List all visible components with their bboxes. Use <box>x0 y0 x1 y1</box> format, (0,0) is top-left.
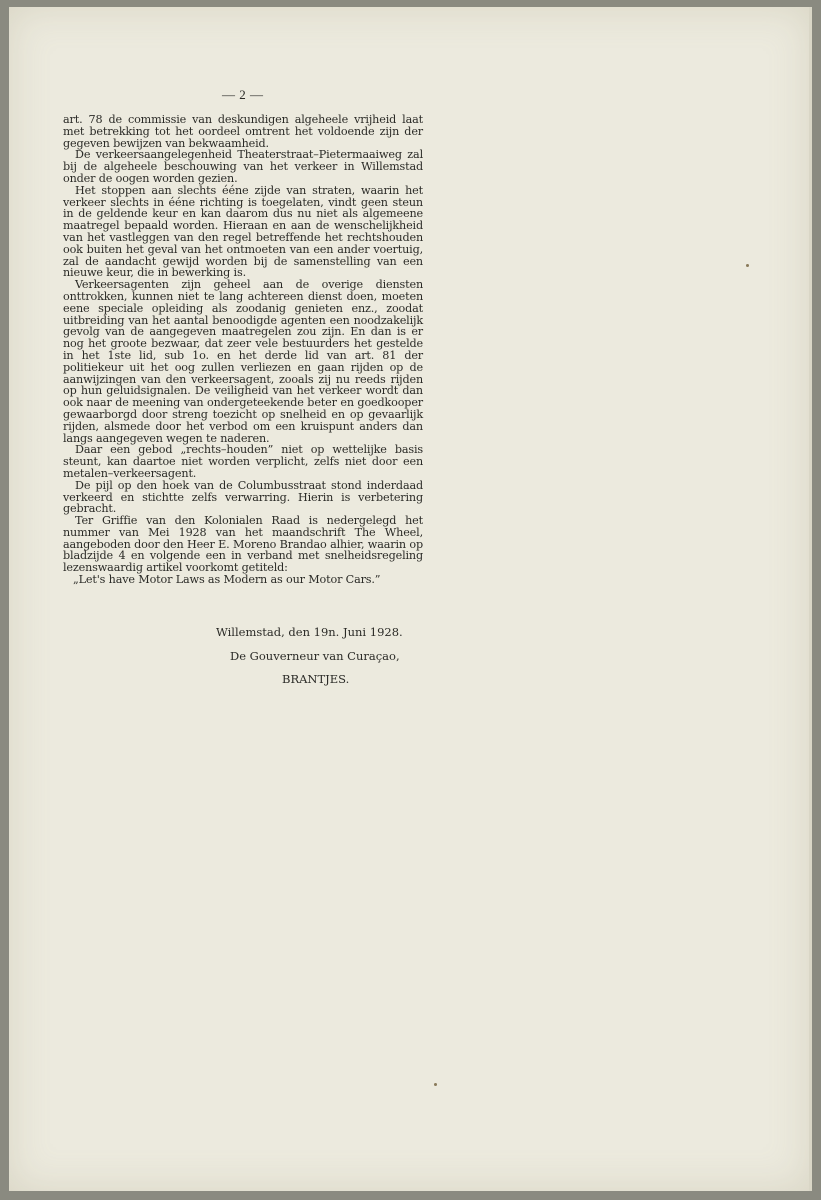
bleed-through-mark <box>609 92 769 152</box>
paragraph: Daar een gebod „rechts–houden” niet op wettelijke basis steunt, kan daartoe niet worden verplicht, zelfs niet door een metalen–verkeersagent. <box>63 443 423 480</box>
paper-speck <box>434 1083 437 1086</box>
place-date: Willemstad, den 19n. Juni 1928. <box>216 625 403 639</box>
paragraph: art. 78 de commissie van deskundigen algeheele vrijheid laat met betrekking tot het oordeel omtrent het voldoende zijn der gegeven bewijzen van bekwaamheid. <box>63 113 423 150</box>
paragraph: Ter Griffie van den Kolonialen Raad is nedergelegd het nummer van Mei 1928 van het maandschrift The Wheel, aangeboden door den Heer E. Moreno Brandao alhier, waarin op bladzijde 4 en volgende een in verband met snelheidsregeling lezenswaardig artikel voorkomt getiteld: <box>63 514 423 575</box>
quoted-title: „Let's have Motor Laws as Modern as our Motor Cars.” <box>73 573 381 587</box>
signatory-title: De Gouverneur van Curaçao, <box>230 649 400 663</box>
body-text <box>63 114 423 586</box>
paragraph: Het stoppen aan slechts ééne zijde van straten, waarin het verkeer slechts in ééne richting is toegelaten, vindt geen steun in de geldende keur en kan daarom dus nu niet als algemeene maatregel bepaald worden. Hieraan en aan de wenschelijkheid van het vastleggen van den regel betreffende het rechtshouden ook buiten het geval van het ontmoeten van een ander voertuig, zal de aandacht gewijd worden bij de samenstelling van een nieuwe keur, die in bewerking is. <box>63 183 423 280</box>
paragraph: Verkeersagenten zijn geheel aan de overige diensten onttrokken, kunnen niet te lang achtereen dienst doen, moeten eene speciale opleiding als zoodanig genieten enz., zoodat uitbreiding van het aantal benoodigde agenten een noodzakelijk gevolg van de aangegeven maatregelen zou zijn. En dan is er nog het groote bezwaar, dat zeer vele bestuurders het gestelde in het 1ste lid, sub 1o. en het derde lid van art. 81 der politiekeur uit het oog zullen verliezen en gaan rijden op de aanwijzingen van den verkeersagent, zooals zij nu reeds rijden op hun geluidsignalen. De veiligheid van het verkeer wordt dan ook naar de meening van ondergeteekende beter en goedkooper gewaarborgd door streng toezicht op snelheid en op gevaarlijk rijden, alsmede door het verbod om een kruispunt anders dan langs aangegeven wegen te naderen. <box>63 278 423 445</box>
signatory-name: BRANTJES. <box>282 672 350 686</box>
paragraph: De pijl op den hoek van de Columbusstraat stond inderdaad verkeerd en stichtte zelfs verwarring. Hierin is verbetering gebracht. <box>63 478 423 516</box>
page-edge <box>809 7 812 1191</box>
paper-speck <box>746 264 749 267</box>
page-number: — 2 — <box>222 87 264 102</box>
paragraph: De verkeersaangelegenheid Theaterstraat–Pietermaaiweg zal bij de algeheele beschouwing van het verkeer in Willemstad onder de oogen worden gezien. <box>63 148 423 185</box>
